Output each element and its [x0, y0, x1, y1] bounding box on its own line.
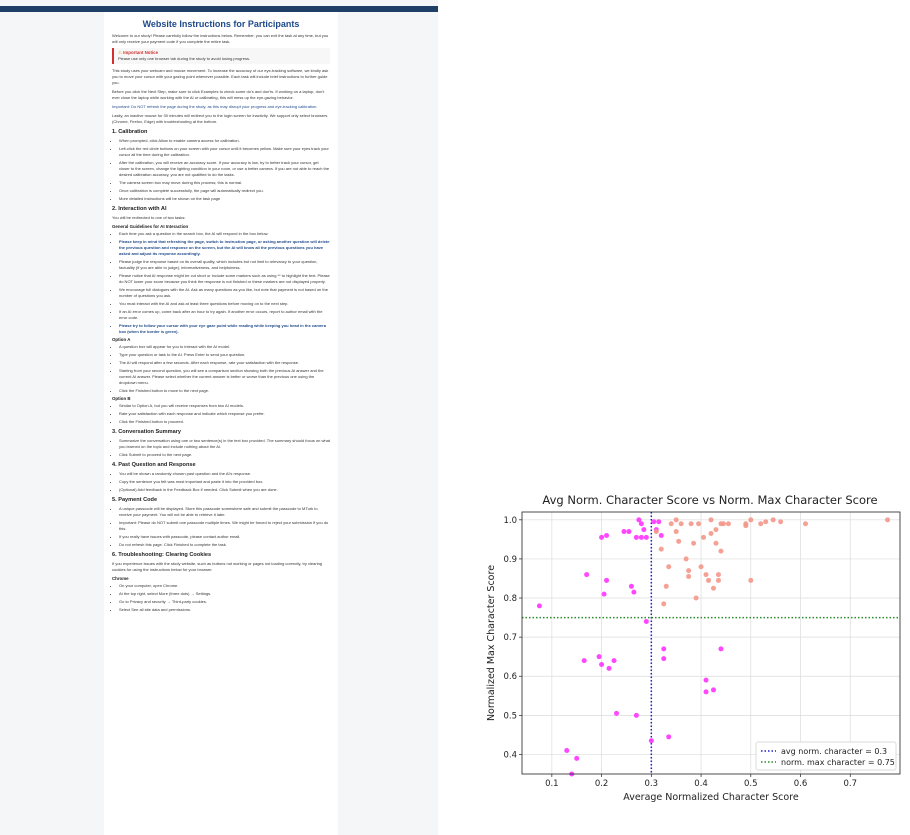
data-point: [699, 564, 704, 569]
chrome-list: [112, 583, 330, 613]
list-item: • The camera screen box may move during this process; this is normal.: [119, 180, 330, 186]
data-point: [654, 529, 659, 534]
section-ai-title: 2. Interaction with AI: [112, 206, 167, 212]
para-inactive: Lastly, an inactive mouse for 30 minutes will redirect you to the login screen for inactivity. We support only select browsers (Chrome, Firefox, Edge) with troubleshooting at the bottom.: [112, 113, 328, 124]
data-point: [706, 578, 711, 583]
x-tick-label: 0.5: [744, 779, 758, 789]
para-eye-tracking: This study uses your webcam and mouse movement. To increase the accuracy of our eye-tracking software, we kindly ask you to move your cursor with your gazing point whenever possible. Each task will include brief instructions to further guide you.: [112, 68, 329, 85]
y-tick-label: 0.5: [503, 711, 517, 722]
x-tick-label: 0.7: [843, 779, 858, 789]
list-item: • Go to Privacy and security → Third-party cookies.: [119, 599, 330, 605]
data-point: [718, 646, 723, 651]
data-point: [607, 666, 612, 671]
list-item: • Left-click the red circle buttons on your screen with your cursor until it becomes yellow. Make sure your eyes track your cursor all the time during the calibration.: [119, 146, 330, 158]
data-point: [696, 521, 701, 526]
data-point: [689, 521, 694, 526]
data-point: [597, 654, 602, 659]
ai-guidelines-list: [112, 231, 330, 335]
data-point: [649, 738, 654, 743]
data-point: [651, 519, 656, 524]
data-point: [711, 687, 716, 692]
data-point: [666, 564, 671, 569]
list-item: • At the top right, select More (three dots) → Settings.: [119, 591, 330, 597]
list-item: • The AI will respond after a few seconds. After each response, rate your satisfaction with the response.: [119, 360, 330, 366]
troubleshooting-intro: If you experience issues with the study website, such as buttons not working or pages not loading correctly, try clearing cookies for using the instructions below for your browser.: [112, 561, 323, 572]
data-point: [686, 574, 691, 579]
data-point: [716, 578, 721, 583]
data-point: [604, 578, 609, 583]
data-point: [659, 533, 664, 538]
data-point: [644, 619, 649, 624]
y-tick-label: 0.7: [503, 633, 517, 644]
list-item: • More detailed instructions will be shown on the task page: [119, 196, 330, 202]
legend: [756, 742, 896, 770]
list-item: • A unique passcode will be displayed. Store this passcode somewhere safe and submit the passcode to MTurk to receive your payment. You will not be able to retrieve it later.: [119, 506, 330, 518]
data-point: [721, 521, 726, 526]
intro-text: Welcome to our study! Please carefully follow the instructions below. Remember, you can exit the task at any time, but you will only receive your payment code if you complete the entire task.: [112, 33, 329, 44]
list-item: • When prompted, click Allow to enable camera access for calibration.: [119, 138, 330, 144]
legend-vline-label: avg norm. character = 0.3: [781, 747, 888, 756]
data-point: [709, 531, 714, 536]
data-point: [676, 539, 681, 544]
data-point: [626, 529, 631, 534]
data-point: [629, 584, 634, 589]
list-item: • Each time you ask a question in the search box, the AI will respond in the box below.: [119, 231, 330, 237]
para-refresh: Important: Do NOT refresh the page during the study, as this may disrupt your progress and eye-tracking calibration.: [112, 104, 318, 109]
data-point: [644, 535, 649, 540]
chart-canvas: [480, 488, 910, 808]
y-tick-label: 0.9: [503, 554, 517, 565]
data-point: [726, 521, 731, 526]
data-point: [621, 529, 626, 534]
list-item: • Type your question or task to the AI. Press Enter to send your question.: [119, 352, 330, 358]
list-item[interactable]: • If an AI error comes up, come back after an hour to try again. If another error occurs, report to author email with the error code.: [119, 309, 330, 321]
legend-hline-label: norm. max character = 0.75: [781, 758, 895, 767]
list-item[interactable]: • If you really have issues with passcode, please contact author email.: [119, 534, 330, 540]
data-point: [641, 527, 646, 532]
x-tick-label: 0.1: [545, 779, 559, 789]
data-point: [758, 521, 763, 526]
warning-icon: ⚠: [118, 50, 122, 55]
x-tick-label: 0.4: [694, 779, 708, 789]
data-point: [718, 549, 723, 554]
option-b-title: Option B: [112, 396, 131, 401]
data-point: [599, 535, 604, 540]
list-item: • We encourage full dialogues with the AI. Ask as many questions as you like, but note that payment is not based on the number of questions you ask.: [119, 287, 330, 299]
data-point: [674, 529, 679, 534]
data-point: [634, 713, 639, 718]
list-item: • Copy the sentence you felt was most important and paste it into the provided box.: [119, 479, 330, 485]
data-point: [743, 521, 748, 526]
data-point: [748, 578, 753, 583]
option-a-title: Option A: [112, 337, 131, 342]
page-title: Website Instructions for Participants: [142, 19, 300, 29]
data-point: [694, 596, 699, 601]
instructions-sheet[interactable]: [104, 12, 338, 835]
data-point: [885, 517, 890, 522]
data-point: [614, 711, 619, 716]
data-point: [711, 586, 716, 591]
data-point: [691, 541, 696, 546]
data-point: [713, 541, 718, 546]
section-summary-title: 3. Conversation Summary: [112, 429, 182, 435]
data-point: [602, 592, 607, 597]
plot-frame: [522, 512, 900, 774]
list-item: • Similar to Option A, but you will receive responses from two AI models.: [119, 403, 330, 409]
notice-title: Important Notice: [123, 50, 159, 55]
data-point: [634, 535, 639, 540]
data-point: [713, 527, 718, 532]
data-point: [661, 646, 666, 651]
important-notice: [112, 48, 330, 64]
data-point: [709, 517, 714, 522]
list-item: • A question box will appear for you to interact with the AI model.: [119, 344, 330, 350]
general-guidelines-title: General Guidelines for AI Interaction: [112, 224, 189, 229]
instructions-panel: [0, 0, 438, 835]
data-point: [661, 601, 666, 606]
data-point: [656, 519, 661, 524]
data-point: [604, 533, 609, 538]
y-tick-label: 0.6: [503, 672, 517, 683]
data-point: [537, 603, 542, 608]
y-axis-label: Normalized Max Character Score: [486, 564, 497, 722]
data-point: [704, 689, 709, 694]
notice-text: Please use only one browser tab during the study to avoid losing progress.: [118, 56, 251, 61]
section-payment-title: 5. Payment Code: [112, 497, 158, 503]
data-point: [778, 519, 783, 524]
para-next-step: Before you click the Next Step, make sure to click Examples to check some do's and don'ts. If working on a laptop, don't ever close the laptop while working with the AI or calibrating, this will mess up the eye-gazing behavior.: [112, 89, 325, 100]
list-item: • Please notice that AI response might be cut short or include some markers such as using ** to highlight the text. Please do NOT lower your score because you think the response is not finished or these markers are not displayed properly.: [119, 273, 330, 285]
data-point: [716, 572, 721, 577]
data-point: [704, 678, 709, 683]
data-point: [661, 656, 666, 661]
list-item: • Important: Please do NOT submit one passcode multiple times. We might be forced to reject your submission if you do this.: [119, 520, 330, 532]
section-troubleshooting-title: 6. Troubleshooting: Clearing Cookies: [112, 552, 212, 558]
calibration-list: [112, 138, 330, 202]
data-point: [686, 568, 691, 573]
data-point: [574, 756, 579, 761]
data-point: [612, 658, 617, 663]
data-point: [659, 547, 664, 552]
list-item: • Click the Finished button to proceed.: [119, 419, 330, 425]
list-item: • You will be shown a randomly chosen past question and the AI's response.: [119, 471, 330, 477]
x-tick-label: 0.6: [793, 779, 808, 789]
grid: [522, 512, 900, 774]
data-point: [666, 734, 671, 739]
list-item: • Click the Finished button to move to the next page.: [119, 388, 330, 394]
section-past-question-title: 4. Past Question and Response: [112, 462, 196, 468]
scatter-chart: [480, 488, 910, 808]
list-item: • Select See all site data and permissions.: [119, 607, 330, 613]
data-point: [582, 658, 587, 663]
payment-list: [112, 506, 330, 548]
list-item: • Starting from your second question, you will see a comparison section showing both the previous AI answer and the current AI answer. Please select whether the current answer is better or worse than the previous one using the dropdown menu.: [119, 368, 330, 386]
data-point: [701, 535, 706, 540]
option-b-list: [112, 403, 330, 425]
y-tick-label: 0.4: [503, 750, 517, 761]
x-axis-label: Average Normalized Character Score: [623, 792, 799, 803]
data-points: [537, 517, 890, 776]
data-point: [763, 519, 768, 524]
data-point: [599, 662, 604, 667]
section-calibration-title: 1. Calibration: [112, 129, 148, 135]
data-point: [639, 535, 644, 540]
data-point: [584, 572, 589, 577]
option-a-list: [112, 344, 330, 394]
list-item: • Summarize the conversation using one or two sentence(s) in the text box provided. The summary should focus on what you learned on the topic and include nothing about the AI.: [119, 438, 330, 450]
chart-title: Avg Norm. Character Score vs Norm. Max Character Score: [542, 493, 878, 507]
reference-lines: [522, 512, 900, 774]
list-item: • Rate your satisfaction with each response and indicate which response you prefer.: [119, 411, 330, 417]
ai-intro: You will be redirected to one of two tasks:: [112, 215, 186, 220]
x-tick-label: 0.3: [644, 779, 659, 789]
list-item: • Once calibration is complete successfully, the page will automatically redirect you.: [119, 188, 330, 194]
data-point: [684, 556, 689, 561]
list-item: • Please try to follow your cursor with your eye gaze point while reading while keeping you head in the camera box (when the border is green).: [119, 323, 330, 335]
x-tick-label: 0.2: [594, 779, 609, 789]
list-item: • You must interact with the AI and ask at least three questions before moving on to the next step.: [119, 301, 330, 307]
data-point: [669, 521, 674, 526]
list-item: • Do not refresh this page. Click Finished to complete the task.: [119, 542, 330, 548]
y-tick-label: 0.8: [503, 594, 517, 605]
list-item: • On your computer, open Chrome.: [119, 583, 330, 589]
data-point: [664, 584, 669, 589]
data-point: [564, 748, 569, 753]
list-item: • Please keep in mind that refreshing the page, switch to instruction page, or asking another question will delete the previous question and response on the screen, but the AI will know all the previous questions you have asked and adjust its response accordingly.: [119, 239, 330, 257]
data-point: [771, 517, 776, 522]
list-item: • Click Submit to proceed to the next page.: [119, 452, 330, 458]
past-question-list: [112, 471, 330, 493]
data-point: [748, 517, 753, 522]
list-item: • (Optional) Add feedback in the Feedback Box if needed. Click Submit when you are done.: [119, 487, 330, 493]
data-point: [704, 572, 709, 577]
data-point: [631, 590, 636, 595]
data-point: [679, 521, 684, 526]
chrome-title: Chrome: [112, 576, 129, 581]
data-point: [674, 517, 679, 522]
summary-list: [112, 438, 330, 458]
list-item: • Please judge the response based on its overall quality, which includes but not limit to relevancy to your question, factuality (if you are able to judge), informativeness, and helpfulness.: [119, 259, 330, 271]
y-tick-label: 1.0: [503, 515, 517, 526]
data-point: [803, 521, 808, 526]
data-point: [639, 521, 644, 526]
list-item: • After the calibration, you will receive an accuracy score. If your accuracy is low, try to better track your cursor, get closer to the screen, change the lighting condition in your room, or use a better camera. If you are not able to reach the desired calibration accuracy, you are not qualified to do the tasks.: [119, 160, 330, 178]
